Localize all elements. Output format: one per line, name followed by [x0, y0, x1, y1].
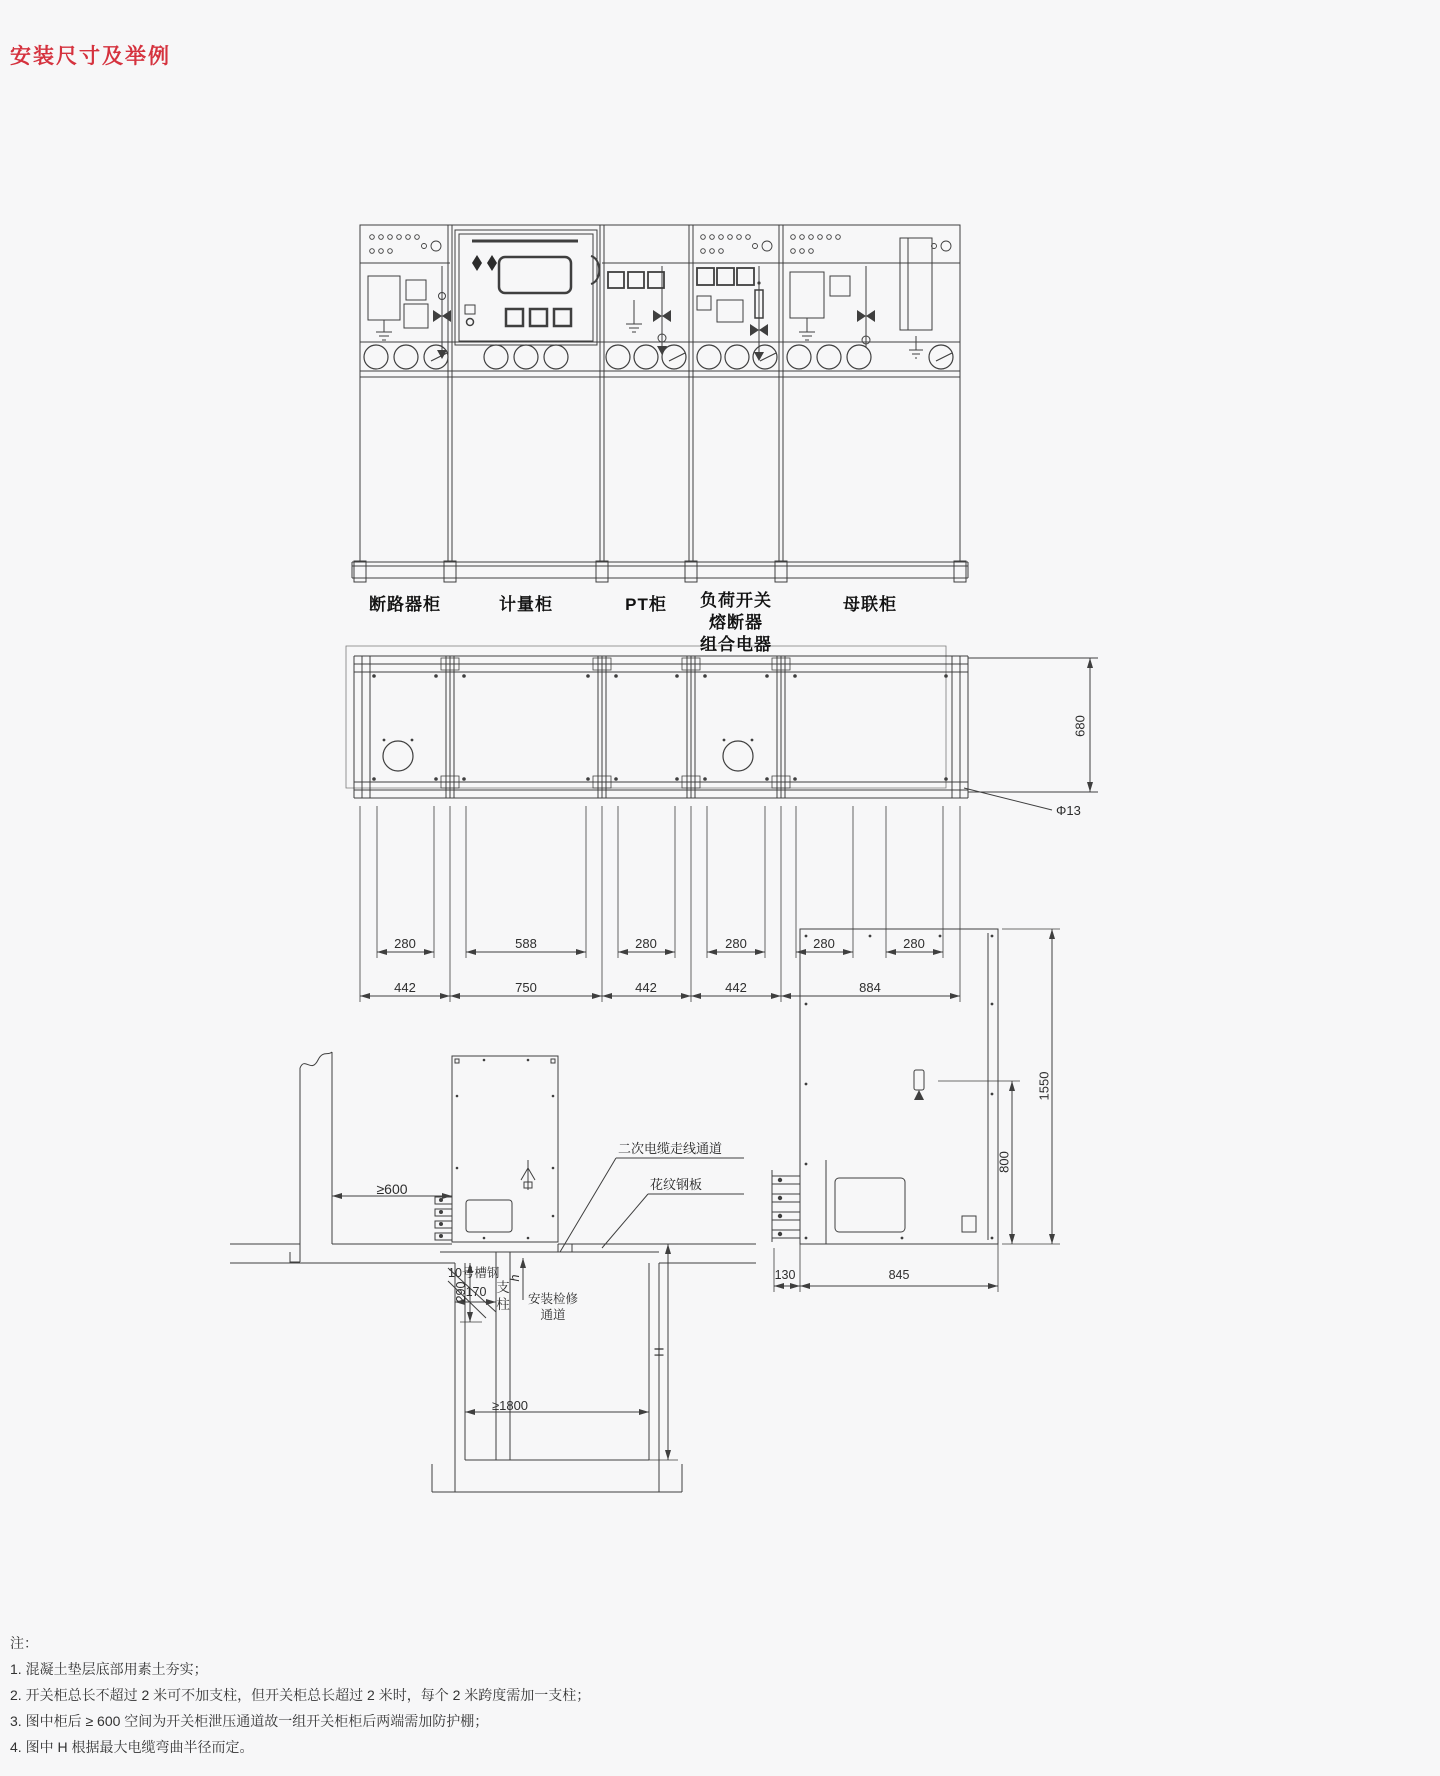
section-label-channel-steel: 10号槽钢	[448, 1266, 500, 1280]
cabinet-label-breaker: 断路器柜	[369, 595, 441, 614]
note-item-3: 3. 图中柜后 ≥ 600 空间为开关柜泄压通道故一组开关柜柜后两端需加防护棚；	[10, 1713, 489, 1729]
note-item-2: 2. 开关柜总长不超过 2 米可不加支柱，但开关柜总长超过 2 米时，每个 2 米跨度需加一支柱；	[10, 1687, 591, 1703]
plan-hole-label: Φ13	[1056, 803, 1081, 818]
section-dim-h: h	[508, 1274, 522, 1282]
plan-dim-280-2: 280	[635, 936, 657, 951]
section-label-cable-channel: 二次电缆走线通道	[618, 1141, 723, 1156]
section-dim-H: H	[651, 1347, 667, 1357]
plan-dim-442-3: 442	[725, 980, 747, 995]
plan-drawing	[346, 646, 1098, 1002]
cabinet-label-bustie: 母联柜	[843, 595, 897, 614]
plan-dim-884: 884	[859, 980, 881, 995]
section-label-pillar: 支柱	[496, 1280, 510, 1312]
plan-dim-280-5: 280	[903, 936, 925, 951]
notes-block	[10, 1630, 590, 1760]
cabinet-label-lbs-line3: 组合电器	[700, 635, 772, 654]
plan-dim-680: 680	[1072, 715, 1088, 737]
cabinet-label-metering: 计量柜	[499, 595, 553, 614]
note-item-1: 1. 混凝土垫层底部用素土夯实；	[10, 1661, 208, 1677]
side-dim-845: 845	[888, 1268, 910, 1282]
note-item-4: 4. 图中 H 根据最大电缆弯曲半径而定。	[10, 1739, 254, 1755]
plan-dim-442-2: 442	[635, 980, 657, 995]
cabinet-label-pt: PT柜	[625, 595, 667, 614]
section-dim-pit-width: ≥1800	[491, 1398, 529, 1413]
side-view-drawing	[772, 929, 1060, 1292]
page-title: 安装尺寸及举例	[10, 45, 171, 68]
section-label-access-channel: 安装检修通道	[527, 1292, 578, 1322]
plan-dim-588: 588	[515, 936, 537, 951]
cabinet-label-lbs-line1: 负荷开关	[700, 591, 772, 610]
section-dim-290: 290	[454, 1281, 468, 1303]
side-dim-1550: 1550	[1036, 1071, 1052, 1101]
notes-heading: 注：	[10, 1635, 38, 1651]
section-dim-170: 170	[465, 1285, 487, 1299]
plan-dim-442-1: 442	[394, 980, 416, 995]
section-label-checkered-plate: 花纹钢板	[650, 1177, 703, 1192]
plan-dim-750: 750	[515, 980, 537, 995]
cabinet-label-lbs-line2: 熔断器	[709, 613, 763, 632]
side-dim-130: 130	[774, 1268, 796, 1282]
plan-dim-280-1: 280	[394, 936, 416, 951]
plan-dim-280-4: 280	[813, 936, 835, 951]
elevation-drawing	[352, 225, 968, 582]
section-dim-wall-clearance: ≥600	[376, 1181, 408, 1197]
side-dim-800: 800	[996, 1151, 1012, 1173]
plan-dim-280-3: 280	[725, 936, 747, 951]
